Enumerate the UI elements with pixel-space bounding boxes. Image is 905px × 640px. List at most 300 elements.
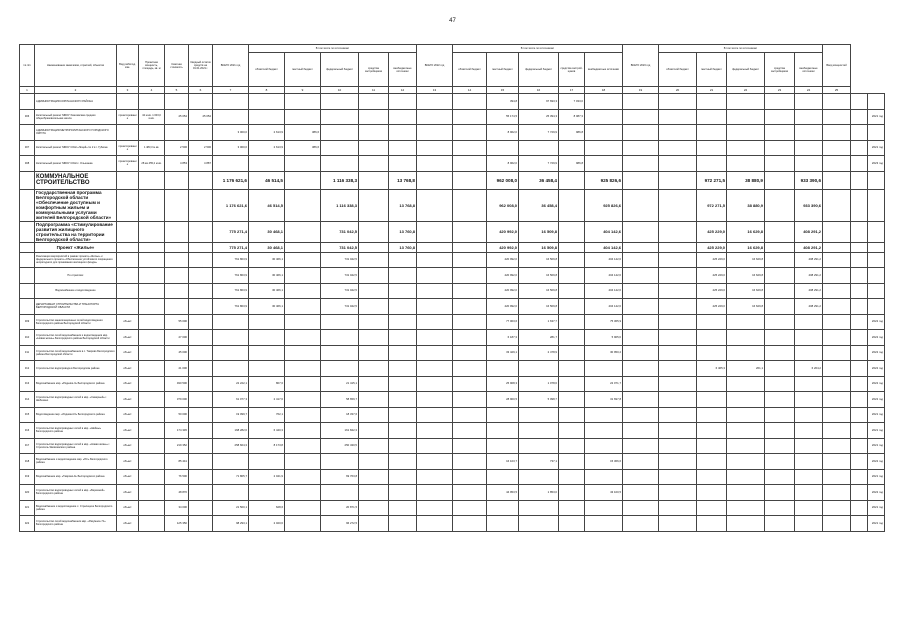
cell-value [389,438,417,454]
cell-value [519,407,559,423]
cell-value [851,221,868,242]
header-src-developer: средства застройщиков [359,53,389,87]
cell-value [851,156,868,172]
cell-value: 48 870 [165,485,189,501]
cell-value [559,423,585,439]
cell-value [795,516,823,532]
cell-value [285,109,321,125]
cell-value: 425 229,0 [697,252,727,268]
cell-value [623,438,659,454]
row-name: Строительство водопроводных сетей в мкр. «Новая жизнь» г. Строитель Яковлевского района [35,438,117,454]
header-src-federal: федеральный бюджет [727,53,765,87]
table-row [20,221,885,242]
cell-value [249,314,285,330]
header-no: № п/п [20,45,35,87]
cell-value [795,392,823,408]
cell-value [559,392,585,408]
cell-value: 25 908,3 [487,376,519,392]
cell-value: 38 880,9 [727,171,765,189]
cell-value [559,268,585,284]
cell-value [453,94,487,110]
cell-value [727,500,765,516]
cell-value [559,330,585,346]
cell-value [417,407,453,423]
cell-value: 61 077,3 [213,392,249,408]
cell-value: 71 805,7 [213,469,249,485]
cell-value [659,454,697,470]
cell-value [559,469,585,485]
cell-value [851,376,868,392]
column-number: 20 [659,87,697,94]
cell-value: объект [117,485,139,501]
cell-value: 19 099,7 [213,407,249,423]
cell-value [417,469,453,485]
cell-value: 731 042,5 [321,242,359,252]
cell-value: 16 103,7 [487,454,519,470]
cell-value [249,345,285,361]
cell-value [389,252,417,268]
cell-value [659,268,697,284]
header-src-extra: внебюджетные источники [389,53,417,87]
cell-value [585,516,623,532]
cell-value [139,438,165,454]
row-name: Водоснабжение мкр. «Таврово-9» Белгородского района [35,469,117,485]
cell-value [765,485,795,501]
cell-value [727,454,765,470]
row-name: Подпрограмма «Стимулирование развития жилищного строительства на территории Белгородской области» [35,221,117,242]
cell-value [823,454,851,470]
cell-value: 43 100,5 [585,485,623,501]
cell-value: 425 229,0 [697,242,727,252]
column-number: 14 [453,87,487,94]
cell-value [765,94,795,110]
cell-value: 13 768,8 [389,189,417,221]
cell-value: 1 176 621,6 [213,171,249,189]
cell-value: 986,8 [559,125,585,141]
cell-value [453,361,487,377]
column-number: 6 [189,87,213,94]
cell-value [139,314,165,330]
cell-value: 925 826,6 [585,171,623,189]
cell-value: 737,1 [519,454,559,470]
cell-value [453,516,487,532]
cell-value [389,485,417,501]
cell-value [823,469,851,485]
cell-value: 13 760,8 [389,221,417,242]
cell-value [389,376,417,392]
column-number: 7 [213,87,249,94]
cell-value: 2021 год [868,438,885,454]
cell-value [453,314,487,330]
cell-value [285,469,321,485]
table-row [20,242,885,252]
cell-value [851,500,868,516]
cell-value [321,140,359,156]
cell-value: 261,1 [727,361,765,377]
table-row [20,454,885,470]
cell-value [139,454,165,470]
cell-value: 13 768,8 [389,171,417,189]
cell-value [623,189,659,221]
cell-value: 281,7 [519,330,559,346]
cell-value [359,283,389,299]
row-name: Строительство водопровода в Белгородском районе [35,361,117,377]
cell-value: 2021 год [868,469,885,485]
column-number: 11 [359,87,389,94]
cell-value [359,330,389,346]
cell-value [389,109,417,125]
header-src-local: местный бюджет [697,53,727,87]
cell-value [189,485,213,501]
cell-value [285,189,321,221]
cell-value: 394,8 [487,94,519,110]
row-number: 318 [20,454,35,470]
cell-value [117,171,139,189]
header-src-extra: внебюджетные источники [585,53,623,87]
table-row [20,299,885,315]
cell-value: 30 466,1 [249,268,285,284]
cell-value: 2022 год [868,454,885,470]
cell-value: 44 953,5 [487,485,519,501]
cell-value [851,345,868,361]
table-row [20,156,885,172]
cell-value: 925 826,6 [585,189,623,221]
cell-value: 2 417,6 [249,392,285,408]
cell-value [139,376,165,392]
cell-value [765,330,795,346]
cell-value: 8 962,0 [487,125,519,141]
header-finish: Ввод мощностей [823,45,851,87]
cell-value [417,268,453,284]
cell-value: 731 042,5 [321,299,359,315]
cell-value: 933 390,6 [795,171,823,189]
cell-value [765,361,795,377]
cell-value [623,94,659,110]
cell-value [851,171,868,189]
cell-value [851,283,868,299]
cell-value [285,242,321,252]
row-name: Строительство водопроводных сетей в мкр. «Шейны» Белгородского района [35,423,117,439]
cell-value [285,361,321,377]
cell-value [417,485,453,501]
cell-value [139,392,165,408]
cell-value [417,392,453,408]
cell-value: 16 629,8 [727,299,765,315]
header-name: Наименование заказчиков, отраслей, объектов [35,45,117,87]
cell-value [623,171,659,189]
cell-value [139,189,165,221]
cell-value: объект [117,438,139,454]
cell-value [417,438,453,454]
cell-value [213,485,249,501]
cell-value [659,221,697,242]
cell-value [765,500,795,516]
cell-value [659,423,697,439]
column-number: 19 [623,87,659,94]
cell-value: 28 900,5 [487,392,519,408]
table-row [20,189,885,221]
cell-value [697,423,727,439]
cell-value [659,125,697,141]
cell-value [117,189,139,221]
cell-value [585,469,623,485]
cell-value [453,299,487,315]
cell-value [623,156,659,172]
cell-value [795,500,823,516]
cell-value: 219 352 [165,438,189,454]
row-name: Капитальный ремонт МБОУ СОШ «Лицей» № 2 в г. Губкине [35,140,117,156]
page-number: 47 [449,18,456,24]
cell-value [697,407,727,423]
cell-value [623,283,659,299]
cell-value: 2 041,9 [249,469,285,485]
cell-value: 55 174,5 [487,109,519,125]
cell-value: 13 760,8 [389,242,417,252]
cell-value [659,109,697,125]
cell-value: 962 008,0 [487,189,519,221]
cell-value [851,454,868,470]
cell-value: объект [117,361,139,377]
cell-value [285,171,321,189]
column-number: 4 [139,87,165,94]
cell-value [389,268,417,284]
cell-value [765,516,795,532]
cell-value [823,299,851,315]
cell-value [139,423,165,439]
header-unit: Вид работ/ед. изм. [117,45,139,87]
cell-value [359,94,389,110]
row-name: Проект «Жилье» [35,242,117,252]
cell-value [851,314,868,330]
row-number: 316 [20,423,35,439]
cell-value [189,221,213,242]
cell-value [765,314,795,330]
cell-value [139,516,165,532]
cell-value [868,283,885,299]
cell-value [623,500,659,516]
cell-value [285,94,321,110]
cell-value: 972 271,5 [697,171,727,189]
cell-value: 8 087,3 [559,109,585,125]
cell-value [285,221,321,242]
table-row [20,469,885,485]
cell-value: 1 078,6 [519,376,559,392]
cell-value [765,423,795,439]
cell-value: 42 м.кв. 1 003,0 м.кв. [139,109,165,125]
cell-value [623,376,659,392]
cell-value: 2021 год [868,109,885,125]
cell-value [285,376,321,392]
cell-value [389,94,417,110]
cell-value [321,361,359,377]
cell-value [868,221,885,242]
cell-value: объект [117,469,139,485]
cell-value: 16 629,8 [727,252,765,268]
cell-value [139,299,165,315]
cell-value [321,485,359,501]
cell-value [559,299,585,315]
column-number: 17 [559,87,585,94]
cell-value [659,156,697,172]
cell-value [165,221,189,242]
cell-value [285,299,321,315]
cell-value [585,140,623,156]
row-name: Строительство сетей водоснабжения и водоотведения мкр. «Новая жизнь» Белгородского района Белгородской области [35,330,117,346]
cell-value [795,454,823,470]
cell-value: 45 000 [165,345,189,361]
row-name: Реализация мероприятий в рамках проекта «Жилье» и федерального проекта «Обеспечение устойчивого сокращения непригодного для проживания жилищного фонда» [35,252,117,268]
cell-value [189,283,213,299]
cell-value [795,345,823,361]
cell-value: 972 271,5 [697,189,727,221]
cell-value: 30 468,1 [249,221,285,242]
cell-value [453,469,487,485]
cell-value [727,94,765,110]
cell-value: 425 229,0 [697,283,727,299]
column-number: 24 [795,87,823,94]
cell-value: 2 020,6 [249,516,285,532]
cell-value [417,156,453,172]
cell-value: 16 509,8 [519,268,559,284]
cell-value [823,109,851,125]
header-group-2022: В том числе по источникам: [453,45,623,53]
cell-value: 1 853,0 [519,485,559,501]
cell-value [559,252,585,268]
cell-value [359,299,389,315]
cell-value [765,171,795,189]
cell-value [851,109,868,125]
cell-value [165,268,189,284]
row-number [20,221,35,242]
cell-value [359,109,389,125]
cell-value [189,345,213,361]
cell-value [519,500,559,516]
cell-value [519,469,559,485]
cell-value: 2022 год [868,330,885,346]
cell-value [765,109,795,125]
cell-value [765,252,795,268]
cell-value [823,330,851,346]
cell-value: проектирование [117,156,139,172]
cell-value [417,94,453,110]
cell-value [453,221,487,242]
cell-value [623,268,659,284]
cell-value: 15 366,6 [585,454,623,470]
row-name: Строительство сетей водоснабжения в с. Таврово Белгородского района Белгородской области [35,345,117,361]
cell-value [189,189,213,221]
cell-value [417,516,453,532]
cell-value [623,330,659,346]
cell-value [417,242,453,252]
cell-value: 46 514,5 [249,189,285,221]
cell-value [659,242,697,252]
cell-value [559,283,585,299]
cell-value [585,94,623,110]
cell-value [559,376,585,392]
header-src-local: местный бюджет [285,53,321,87]
row-number [20,252,35,268]
cell-value: 69 763,8 [321,469,359,485]
cell-value: 25 394,3 [519,109,559,125]
cell-value [321,156,359,172]
cell-value: 386,6 [285,140,321,156]
cell-value [868,94,885,110]
cell-value: 4 887 [189,156,213,172]
cell-value [417,252,453,268]
cell-value [659,361,697,377]
cell-value: 731 042,5 [321,252,359,268]
header-group-2021: В том числе по источникам: [249,45,417,53]
row-name: Государственная программа Белгородской области «Обеспечение доступным и комфортным жильем и коммунальными услугами жителей Белгородской области» [35,189,117,221]
header-src-extra: внебюджетные источники [795,53,823,87]
cell-value [659,438,697,454]
cell-value [417,454,453,470]
cell-value [659,500,697,516]
cell-value [359,392,389,408]
cell-value [659,94,697,110]
header-src-regional: областной бюджет [249,53,285,87]
cell-value [189,94,213,110]
cell-value [659,252,697,268]
row-number: 322 [20,516,35,532]
table-row [20,438,885,454]
cell-value [823,361,851,377]
cell-value: 16 629,8 [727,221,765,242]
table-row [20,283,885,299]
cell-value [389,516,417,532]
cell-value [659,299,697,315]
cell-value [697,392,727,408]
cell-value [359,516,389,532]
cell-value [117,252,139,268]
cell-value [697,109,727,125]
cell-value [139,345,165,361]
cell-value [165,189,189,221]
cell-value: 6 187,3 [487,330,519,346]
cell-value [765,469,795,485]
cell-value: 731 042,5 [321,283,359,299]
cell-value: 933 390,6 [795,189,823,221]
cell-value [389,500,417,516]
row-number [20,189,35,221]
cell-value [659,516,697,532]
cell-value [765,156,795,172]
table-row [20,330,885,346]
cell-value [659,283,697,299]
cell-value [559,516,585,532]
cell-value [765,221,795,242]
header-group-2023: В том числе по источникам: [659,45,823,53]
cell-value [697,140,727,156]
cell-value [389,392,417,408]
cell-value [727,125,765,141]
row-name: КОММУНАЛЬНОЕ СТРОИТЕЛЬСТВО [35,171,117,189]
row-number: 307 [20,140,35,156]
cell-value [359,500,389,516]
cell-value [359,242,389,252]
column-number: 3 [117,87,139,94]
cell-value [321,109,359,125]
cell-value [623,361,659,377]
cell-value [623,314,659,330]
cell-value: 807,0 [249,376,285,392]
cell-value: 420 992,0 [487,242,519,252]
row-number [20,268,35,284]
row-number: 314 [20,392,35,408]
cell-value: 408 291,2 [795,283,823,299]
cell-value [765,392,795,408]
cell-value [453,485,487,501]
